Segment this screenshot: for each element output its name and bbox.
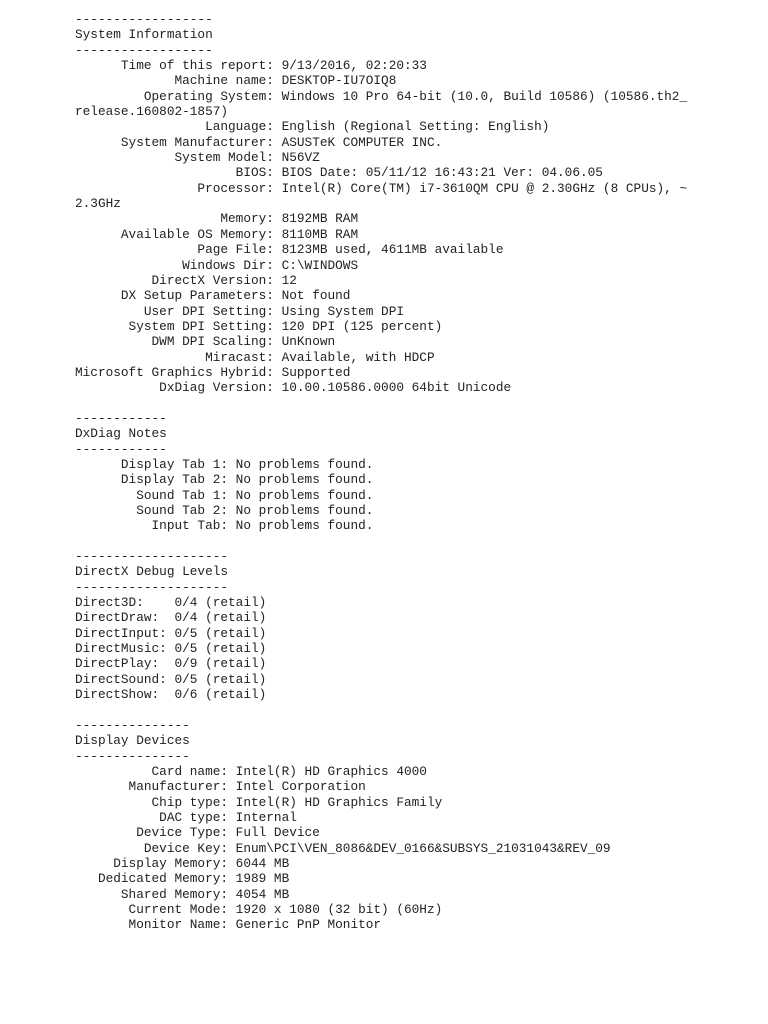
report-line: Dedicated Memory: 1989 MB bbox=[75, 871, 290, 887]
report-line: BIOS: BIOS Date: 05/11/12 16:43:21 Ver: 04.06.05 bbox=[75, 165, 603, 181]
report-line: --------------- bbox=[75, 717, 190, 733]
report-line: DirectShow: 0/6 (retail) bbox=[75, 687, 267, 703]
report-line: Windows Dir: C:\WINDOWS bbox=[75, 257, 359, 273]
report-line: ------------------ bbox=[75, 12, 213, 27]
report-line: Page File: 8123MB used, 4611MB available bbox=[75, 242, 504, 258]
report-line: Device Type: Full Device bbox=[75, 825, 320, 841]
report-line: DirectPlay: 0/9 (retail) bbox=[75, 656, 267, 672]
report-line: DirectX Debug Levels bbox=[75, 564, 229, 580]
report-line: ------------------ bbox=[75, 42, 213, 58]
report-line: Sound Tab 1: No problems found. bbox=[75, 487, 374, 503]
report-line: Input Tab: No problems found. bbox=[75, 518, 374, 534]
report-line: Sound Tab 2: No problems found. bbox=[75, 503, 374, 518]
report-line: Processor: Intel(R) Core(TM) i7-3610QM CPU @ 2.30GHz (8 CPUs), ~ bbox=[75, 180, 688, 196]
report-line: Current Mode: 1920 x 1080 (32 bit) (60Hz) bbox=[75, 901, 443, 917]
report-line: DWM DPI Scaling: UnKnown bbox=[75, 334, 336, 350]
report-line: Monitor Name: Generic PnP Monitor bbox=[75, 917, 382, 933]
report-line: System Manufacturer: ASUSTeK COMPUTER INC. bbox=[75, 134, 443, 150]
report-line: Machine name: DESKTOP-IU7OIQ8 bbox=[75, 73, 397, 89]
report-line bbox=[75, 702, 687, 717]
report-line: Display Memory: 6044 MB bbox=[75, 855, 290, 871]
report-line: Shared Memory: 4054 MB bbox=[75, 886, 290, 902]
report-line: 2.3GHz bbox=[75, 196, 121, 212]
report-line: Chip type: Intel(R) HD Graphics Family bbox=[75, 794, 443, 810]
report-line: DxDiag Notes bbox=[75, 426, 167, 442]
report-line: ------------ bbox=[75, 410, 167, 426]
report-line: System Model: N56VZ bbox=[75, 150, 320, 166]
report-line: DirectSound: 0/5 (retail) bbox=[75, 671, 267, 687]
report-line: -------------------- bbox=[75, 579, 229, 595]
report-line: Display Tab 2: No problems found. bbox=[75, 472, 374, 488]
report-line: Card name: Intel(R) HD Graphics 4000 bbox=[75, 763, 427, 779]
report-line: DirectInput: 0/5 (retail) bbox=[75, 625, 267, 641]
report-line: Manufacturer: Intel Corporation bbox=[75, 779, 366, 795]
dxdiag-report-text bbox=[75, 12, 687, 933]
report-line: Device Key: Enum\PCI\VEN_8086&DEV_0166&SUBSYS_21031043&REV_09 bbox=[75, 840, 611, 856]
report-line: DxDiag Version: 10.00.10586.0000 64bit Unicode bbox=[75, 380, 512, 396]
report-line: Miracast: Available, with HDCP bbox=[75, 349, 435, 365]
report-line: Available OS Memory: 8110MB RAM bbox=[75, 226, 359, 242]
report-line: DirectDraw: 0/4 (retail) bbox=[75, 610, 267, 626]
report-line: Display Tab 1: No problems found. bbox=[75, 456, 374, 472]
report-line: ------------ bbox=[75, 441, 167, 457]
report-line: DirectX Version: 12 bbox=[75, 272, 297, 288]
report-line: Time of this report: 9/13/2016, 02:20:33 bbox=[75, 58, 427, 74]
report-line: DAC type: Internal bbox=[75, 809, 297, 825]
report-line: System Information bbox=[75, 27, 213, 43]
report-line: Display Devices bbox=[75, 733, 190, 749]
report-line: release.160802-1857) bbox=[75, 104, 229, 120]
report-line: User DPI Setting: Using System DPI bbox=[75, 303, 405, 319]
report-line: DirectMusic: 0/5 (retail) bbox=[75, 641, 267, 657]
report-line: Language: English (Regional Setting: English) bbox=[75, 119, 550, 135]
report-line: System DPI Setting: 120 DPI (125 percent) bbox=[75, 318, 443, 334]
report-line: --------------- bbox=[75, 748, 190, 764]
report-line: Microsoft Graphics Hybrid: Supported bbox=[75, 364, 351, 380]
report-line: Direct3D: 0/4 (retail) bbox=[75, 595, 267, 611]
report-line: Operating System: Windows 10 Pro 64-bit (10.0, Build 10586) (10586.th2_ bbox=[75, 88, 688, 104]
report-line: DX Setup Parameters: Not found bbox=[75, 288, 351, 304]
report-line bbox=[75, 534, 687, 549]
report-line: -------------------- bbox=[75, 549, 229, 565]
report-line: Memory: 8192MB RAM bbox=[75, 211, 359, 227]
report-line bbox=[75, 396, 687, 411]
